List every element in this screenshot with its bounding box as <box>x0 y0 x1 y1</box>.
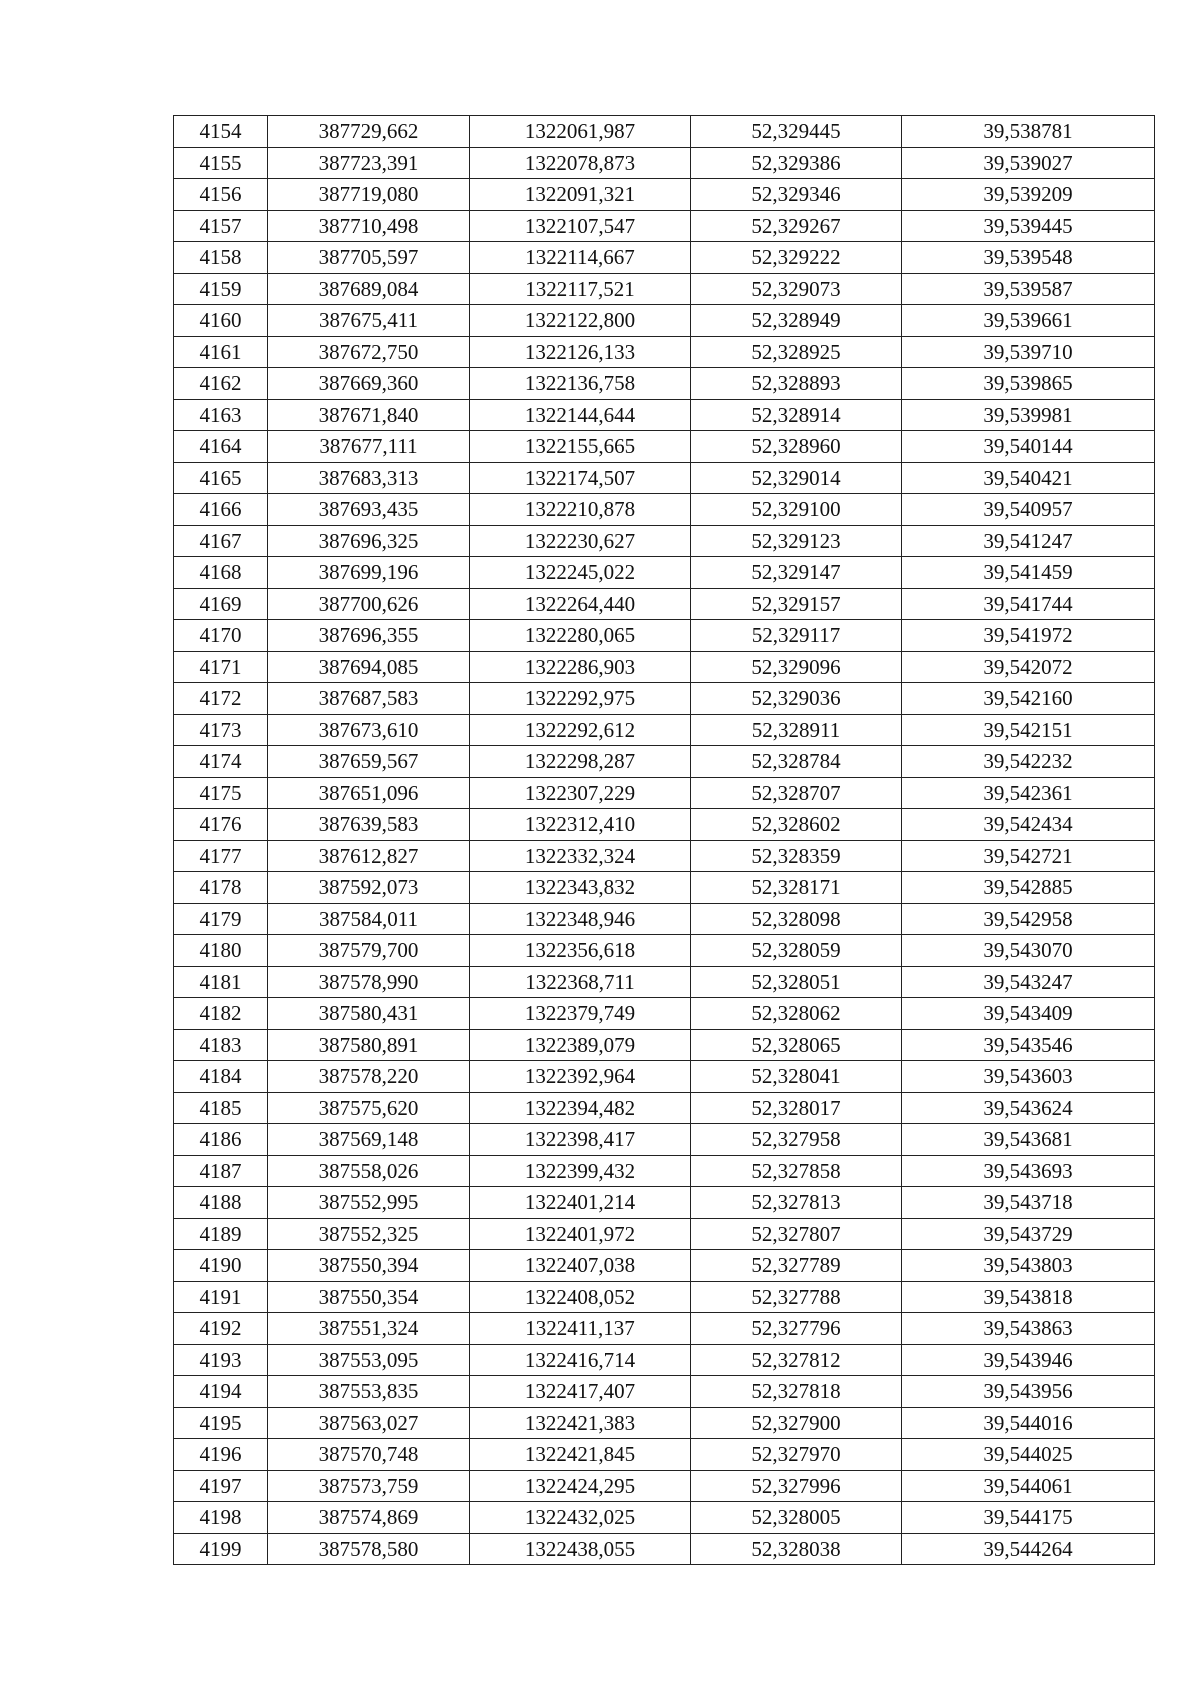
table-row <box>174 809 1155 841</box>
point-number-cell: 4184 <box>174 1061 268 1093</box>
longitude-cell: 39,543956 <box>902 1376 1155 1408</box>
x-coordinate-cell: 387580,431 <box>268 998 470 1030</box>
table-row <box>174 494 1155 526</box>
latitude-cell: 52,329096 <box>691 651 902 683</box>
x-coordinate-cell: 387696,355 <box>268 620 470 652</box>
point-number-cell: 4171 <box>174 651 268 683</box>
y-coordinate-cell: 1322144,644 <box>470 399 691 431</box>
longitude-cell: 39,539661 <box>902 305 1155 337</box>
point-number-cell: 4178 <box>174 872 268 904</box>
table-row <box>174 525 1155 557</box>
point-number-cell: 4159 <box>174 273 268 305</box>
latitude-cell: 52,329222 <box>691 242 902 274</box>
point-number-cell: 4163 <box>174 399 268 431</box>
y-coordinate-cell: 1322417,407 <box>470 1376 691 1408</box>
latitude-cell: 52,328038 <box>691 1533 902 1565</box>
x-coordinate-cell: 387550,354 <box>268 1281 470 1313</box>
latitude-cell: 52,328059 <box>691 935 902 967</box>
longitude-cell: 39,540144 <box>902 431 1155 463</box>
x-coordinate-cell: 387569,148 <box>268 1124 470 1156</box>
point-number-cell: 4177 <box>174 840 268 872</box>
table-row <box>174 179 1155 211</box>
latitude-cell: 52,328098 <box>691 903 902 935</box>
table-row <box>174 1344 1155 1376</box>
longitude-cell: 39,542885 <box>902 872 1155 904</box>
longitude-cell: 39,539027 <box>902 147 1155 179</box>
y-coordinate-cell: 1322312,410 <box>470 809 691 841</box>
longitude-cell: 39,542434 <box>902 809 1155 841</box>
latitude-cell: 52,329123 <box>691 525 902 557</box>
longitude-cell: 39,541972 <box>902 620 1155 652</box>
y-coordinate-cell: 1322174,507 <box>470 462 691 494</box>
longitude-cell: 39,540957 <box>902 494 1155 526</box>
y-coordinate-cell: 1322401,214 <box>470 1187 691 1219</box>
point-number-cell: 4175 <box>174 777 268 809</box>
point-number-cell: 4180 <box>174 935 268 967</box>
table-row <box>174 872 1155 904</box>
y-coordinate-cell: 1322343,832 <box>470 872 691 904</box>
longitude-cell: 39,541744 <box>902 588 1155 620</box>
y-coordinate-cell: 1322368,711 <box>470 966 691 998</box>
y-coordinate-cell: 1322421,845 <box>470 1439 691 1471</box>
y-coordinate-cell: 1322348,946 <box>470 903 691 935</box>
point-number-cell: 4170 <box>174 620 268 652</box>
y-coordinate-cell: 1322332,324 <box>470 840 691 872</box>
y-coordinate-cell: 1322356,618 <box>470 935 691 967</box>
table-row <box>174 588 1155 620</box>
y-coordinate-cell: 1322438,055 <box>470 1533 691 1565</box>
point-number-cell: 4183 <box>174 1029 268 1061</box>
y-coordinate-cell: 1322398,417 <box>470 1124 691 1156</box>
y-coordinate-cell: 1322280,065 <box>470 620 691 652</box>
y-coordinate-cell: 1322432,025 <box>470 1502 691 1534</box>
longitude-cell: 39,543946 <box>902 1344 1155 1376</box>
table-row <box>174 210 1155 242</box>
longitude-cell: 39,542072 <box>902 651 1155 683</box>
latitude-cell: 52,328017 <box>691 1092 902 1124</box>
x-coordinate-cell: 387689,084 <box>268 273 470 305</box>
x-coordinate-cell: 387696,325 <box>268 525 470 557</box>
table-row <box>174 1470 1155 1502</box>
point-number-cell: 4191 <box>174 1281 268 1313</box>
longitude-cell: 39,543681 <box>902 1124 1155 1156</box>
latitude-cell: 52,329147 <box>691 557 902 589</box>
longitude-cell: 39,542151 <box>902 714 1155 746</box>
point-number-cell: 4157 <box>174 210 268 242</box>
point-number-cell: 4161 <box>174 336 268 368</box>
longitude-cell: 39,540421 <box>902 462 1155 494</box>
latitude-cell: 52,329445 <box>691 116 902 148</box>
table-row <box>174 399 1155 431</box>
x-coordinate-cell: 387651,096 <box>268 777 470 809</box>
longitude-cell: 39,543070 <box>902 935 1155 967</box>
latitude-cell: 52,329100 <box>691 494 902 526</box>
x-coordinate-cell: 387612,827 <box>268 840 470 872</box>
longitude-cell: 39,544025 <box>902 1439 1155 1471</box>
y-coordinate-cell: 1322292,612 <box>470 714 691 746</box>
point-number-cell: 4174 <box>174 746 268 778</box>
latitude-cell: 52,328602 <box>691 809 902 841</box>
table-row <box>174 305 1155 337</box>
y-coordinate-cell: 1322424,295 <box>470 1470 691 1502</box>
coordinates-table-body <box>174 116 1155 1565</box>
longitude-cell: 39,539710 <box>902 336 1155 368</box>
table-row <box>174 1250 1155 1282</box>
y-coordinate-cell: 1322122,800 <box>470 305 691 337</box>
y-coordinate-cell: 1322286,903 <box>470 651 691 683</box>
y-coordinate-cell: 1322230,627 <box>470 525 691 557</box>
longitude-cell: 39,538781 <box>902 116 1155 148</box>
table-row <box>174 903 1155 935</box>
x-coordinate-cell: 387551,324 <box>268 1313 470 1345</box>
latitude-cell: 52,327996 <box>691 1470 902 1502</box>
latitude-cell: 52,328051 <box>691 966 902 998</box>
table-row <box>174 431 1155 463</box>
x-coordinate-cell: 387719,080 <box>268 179 470 211</box>
latitude-cell: 52,328914 <box>691 399 902 431</box>
y-coordinate-cell: 1322401,972 <box>470 1218 691 1250</box>
longitude-cell: 39,542361 <box>902 777 1155 809</box>
latitude-cell: 52,328949 <box>691 305 902 337</box>
point-number-cell: 4188 <box>174 1187 268 1219</box>
point-number-cell: 4165 <box>174 462 268 494</box>
x-coordinate-cell: 387700,626 <box>268 588 470 620</box>
x-coordinate-cell: 387687,583 <box>268 683 470 715</box>
point-number-cell: 4198 <box>174 1502 268 1534</box>
y-coordinate-cell: 1322114,667 <box>470 242 691 274</box>
table-row <box>174 116 1155 148</box>
longitude-cell: 39,541459 <box>902 557 1155 589</box>
latitude-cell: 52,328960 <box>691 431 902 463</box>
table-row <box>174 1407 1155 1439</box>
longitude-cell: 39,543546 <box>902 1029 1155 1061</box>
longitude-cell: 39,543247 <box>902 966 1155 998</box>
latitude-cell: 52,328062 <box>691 998 902 1030</box>
table-row <box>174 368 1155 400</box>
table-row <box>174 1376 1155 1408</box>
x-coordinate-cell: 387574,869 <box>268 1502 470 1534</box>
y-coordinate-cell: 1322292,975 <box>470 683 691 715</box>
table-row <box>174 998 1155 1030</box>
table-row <box>174 1502 1155 1534</box>
x-coordinate-cell: 387550,394 <box>268 1250 470 1282</box>
longitude-cell: 39,539865 <box>902 368 1155 400</box>
table-row <box>174 620 1155 652</box>
x-coordinate-cell: 387659,567 <box>268 746 470 778</box>
longitude-cell: 39,542721 <box>902 840 1155 872</box>
point-number-cell: 4168 <box>174 557 268 589</box>
y-coordinate-cell: 1322399,432 <box>470 1155 691 1187</box>
longitude-cell: 39,542232 <box>902 746 1155 778</box>
x-coordinate-cell: 387578,580 <box>268 1533 470 1565</box>
longitude-cell: 39,543624 <box>902 1092 1155 1124</box>
point-number-cell: 4155 <box>174 147 268 179</box>
point-number-cell: 4172 <box>174 683 268 715</box>
table-row <box>174 840 1155 872</box>
table-row <box>174 273 1155 305</box>
x-coordinate-cell: 387592,073 <box>268 872 470 904</box>
table-row <box>174 462 1155 494</box>
x-coordinate-cell: 387584,011 <box>268 903 470 935</box>
longitude-cell: 39,539209 <box>902 179 1155 211</box>
x-coordinate-cell: 387578,990 <box>268 966 470 998</box>
y-coordinate-cell: 1322407,038 <box>470 1250 691 1282</box>
point-number-cell: 4187 <box>174 1155 268 1187</box>
x-coordinate-cell: 387570,748 <box>268 1439 470 1471</box>
x-coordinate-cell: 387575,620 <box>268 1092 470 1124</box>
point-number-cell: 4176 <box>174 809 268 841</box>
latitude-cell: 52,328893 <box>691 368 902 400</box>
y-coordinate-cell: 1322078,873 <box>470 147 691 179</box>
latitude-cell: 52,327807 <box>691 1218 902 1250</box>
latitude-cell: 52,327813 <box>691 1187 902 1219</box>
table-row <box>174 336 1155 368</box>
latitude-cell: 52,327858 <box>691 1155 902 1187</box>
x-coordinate-cell: 387677,111 <box>268 431 470 463</box>
y-coordinate-cell: 1322210,878 <box>470 494 691 526</box>
y-coordinate-cell: 1322392,964 <box>470 1061 691 1093</box>
coordinates-table <box>173 115 1155 1565</box>
x-coordinate-cell: 387673,610 <box>268 714 470 746</box>
point-number-cell: 4173 <box>174 714 268 746</box>
latitude-cell: 52,328171 <box>691 872 902 904</box>
x-coordinate-cell: 387552,995 <box>268 1187 470 1219</box>
longitude-cell: 39,542958 <box>902 903 1155 935</box>
x-coordinate-cell: 387683,313 <box>268 462 470 494</box>
longitude-cell: 39,543693 <box>902 1155 1155 1187</box>
point-number-cell: 4167 <box>174 525 268 557</box>
table-row <box>174 1029 1155 1061</box>
latitude-cell: 52,329117 <box>691 620 902 652</box>
y-coordinate-cell: 1322126,133 <box>470 336 691 368</box>
longitude-cell: 39,541247 <box>902 525 1155 557</box>
x-coordinate-cell: 387553,095 <box>268 1344 470 1376</box>
point-number-cell: 4156 <box>174 179 268 211</box>
latitude-cell: 52,328911 <box>691 714 902 746</box>
y-coordinate-cell: 1322107,547 <box>470 210 691 242</box>
longitude-cell: 39,544264 <box>902 1533 1155 1565</box>
x-coordinate-cell: 387553,835 <box>268 1376 470 1408</box>
point-number-cell: 4199 <box>174 1533 268 1565</box>
x-coordinate-cell: 387669,360 <box>268 368 470 400</box>
latitude-cell: 52,329157 <box>691 588 902 620</box>
x-coordinate-cell: 387699,196 <box>268 557 470 589</box>
longitude-cell: 39,543718 <box>902 1187 1155 1219</box>
y-coordinate-cell: 1322155,665 <box>470 431 691 463</box>
point-number-cell: 4166 <box>174 494 268 526</box>
latitude-cell: 52,327970 <box>691 1439 902 1471</box>
x-coordinate-cell: 387710,498 <box>268 210 470 242</box>
y-coordinate-cell: 1322421,383 <box>470 1407 691 1439</box>
y-coordinate-cell: 1322264,440 <box>470 588 691 620</box>
longitude-cell: 39,544175 <box>902 1502 1155 1534</box>
longitude-cell: 39,539445 <box>902 210 1155 242</box>
point-number-cell: 4197 <box>174 1470 268 1502</box>
latitude-cell: 52,328707 <box>691 777 902 809</box>
table-row <box>174 1187 1155 1219</box>
latitude-cell: 52,327958 <box>691 1124 902 1156</box>
x-coordinate-cell: 387552,325 <box>268 1218 470 1250</box>
x-coordinate-cell: 387579,700 <box>268 935 470 967</box>
point-number-cell: 4190 <box>174 1250 268 1282</box>
point-number-cell: 4154 <box>174 116 268 148</box>
table-row <box>174 1155 1155 1187</box>
longitude-cell: 39,543863 <box>902 1313 1155 1345</box>
point-number-cell: 4185 <box>174 1092 268 1124</box>
longitude-cell: 39,539548 <box>902 242 1155 274</box>
y-coordinate-cell: 1322408,052 <box>470 1281 691 1313</box>
table-row <box>174 1124 1155 1156</box>
x-coordinate-cell: 387639,583 <box>268 809 470 841</box>
x-coordinate-cell: 387558,026 <box>268 1155 470 1187</box>
longitude-cell: 39,543603 <box>902 1061 1155 1093</box>
y-coordinate-cell: 1322298,287 <box>470 746 691 778</box>
x-coordinate-cell: 387563,027 <box>268 1407 470 1439</box>
point-number-cell: 4196 <box>174 1439 268 1471</box>
latitude-cell: 52,327796 <box>691 1313 902 1345</box>
longitude-cell: 39,539587 <box>902 273 1155 305</box>
y-coordinate-cell: 1322245,022 <box>470 557 691 589</box>
point-number-cell: 4160 <box>174 305 268 337</box>
point-number-cell: 4169 <box>174 588 268 620</box>
latitude-cell: 52,329036 <box>691 683 902 715</box>
latitude-cell: 52,329014 <box>691 462 902 494</box>
x-coordinate-cell: 387578,220 <box>268 1061 470 1093</box>
longitude-cell: 39,543409 <box>902 998 1155 1030</box>
table-row <box>174 242 1155 274</box>
x-coordinate-cell: 387705,597 <box>268 242 470 274</box>
point-number-cell: 4164 <box>174 431 268 463</box>
latitude-cell: 52,328925 <box>691 336 902 368</box>
latitude-cell: 52,328065 <box>691 1029 902 1061</box>
point-number-cell: 4189 <box>174 1218 268 1250</box>
point-number-cell: 4162 <box>174 368 268 400</box>
table-row <box>174 966 1155 998</box>
y-coordinate-cell: 1322411,137 <box>470 1313 691 1345</box>
table-row <box>174 1218 1155 1250</box>
y-coordinate-cell: 1322091,321 <box>470 179 691 211</box>
x-coordinate-cell: 387580,891 <box>268 1029 470 1061</box>
table-row <box>174 651 1155 683</box>
y-coordinate-cell: 1322307,229 <box>470 777 691 809</box>
y-coordinate-cell: 1322394,482 <box>470 1092 691 1124</box>
latitude-cell: 52,329386 <box>691 147 902 179</box>
longitude-cell: 39,544016 <box>902 1407 1155 1439</box>
x-coordinate-cell: 387723,391 <box>268 147 470 179</box>
latitude-cell: 52,328784 <box>691 746 902 778</box>
latitude-cell: 52,327812 <box>691 1344 902 1376</box>
y-coordinate-cell: 1322416,714 <box>470 1344 691 1376</box>
latitude-cell: 52,327788 <box>691 1281 902 1313</box>
x-coordinate-cell: 387694,085 <box>268 651 470 683</box>
point-number-cell: 4193 <box>174 1344 268 1376</box>
point-number-cell: 4158 <box>174 242 268 274</box>
y-coordinate-cell: 1322061,987 <box>470 116 691 148</box>
table-row <box>174 683 1155 715</box>
table-row <box>174 147 1155 179</box>
table-row <box>174 935 1155 967</box>
point-number-cell: 4179 <box>174 903 268 935</box>
longitude-cell: 39,539981 <box>902 399 1155 431</box>
latitude-cell: 52,327818 <box>691 1376 902 1408</box>
x-coordinate-cell: 387672,750 <box>268 336 470 368</box>
latitude-cell: 52,328005 <box>691 1502 902 1534</box>
latitude-cell: 52,329267 <box>691 210 902 242</box>
table-row <box>174 1281 1155 1313</box>
point-number-cell: 4186 <box>174 1124 268 1156</box>
table-row <box>174 714 1155 746</box>
table-row <box>174 777 1155 809</box>
y-coordinate-cell: 1322379,749 <box>470 998 691 1030</box>
table-row <box>174 1092 1155 1124</box>
longitude-cell: 39,543818 <box>902 1281 1155 1313</box>
y-coordinate-cell: 1322117,521 <box>470 273 691 305</box>
table-row <box>174 746 1155 778</box>
latitude-cell: 52,327900 <box>691 1407 902 1439</box>
x-coordinate-cell: 387693,435 <box>268 494 470 526</box>
longitude-cell: 39,543803 <box>902 1250 1155 1282</box>
table-row <box>174 1439 1155 1471</box>
latitude-cell: 52,328041 <box>691 1061 902 1093</box>
latitude-cell: 52,329073 <box>691 273 902 305</box>
table-row <box>174 1061 1155 1093</box>
longitude-cell: 39,542160 <box>902 683 1155 715</box>
point-number-cell: 4194 <box>174 1376 268 1408</box>
point-number-cell: 4192 <box>174 1313 268 1345</box>
point-number-cell: 4181 <box>174 966 268 998</box>
table-row <box>174 1533 1155 1565</box>
point-number-cell: 4182 <box>174 998 268 1030</box>
table-row <box>174 557 1155 589</box>
longitude-cell: 39,544061 <box>902 1470 1155 1502</box>
y-coordinate-cell: 1322389,079 <box>470 1029 691 1061</box>
latitude-cell: 52,327789 <box>691 1250 902 1282</box>
latitude-cell: 52,329346 <box>691 179 902 211</box>
table-row <box>174 1313 1155 1345</box>
latitude-cell: 52,328359 <box>691 840 902 872</box>
x-coordinate-cell: 387675,411 <box>268 305 470 337</box>
point-number-cell: 4195 <box>174 1407 268 1439</box>
x-coordinate-cell: 387573,759 <box>268 1470 470 1502</box>
longitude-cell: 39,543729 <box>902 1218 1155 1250</box>
y-coordinate-cell: 1322136,758 <box>470 368 691 400</box>
x-coordinate-cell: 387729,662 <box>268 116 470 148</box>
x-coordinate-cell: 387671,840 <box>268 399 470 431</box>
